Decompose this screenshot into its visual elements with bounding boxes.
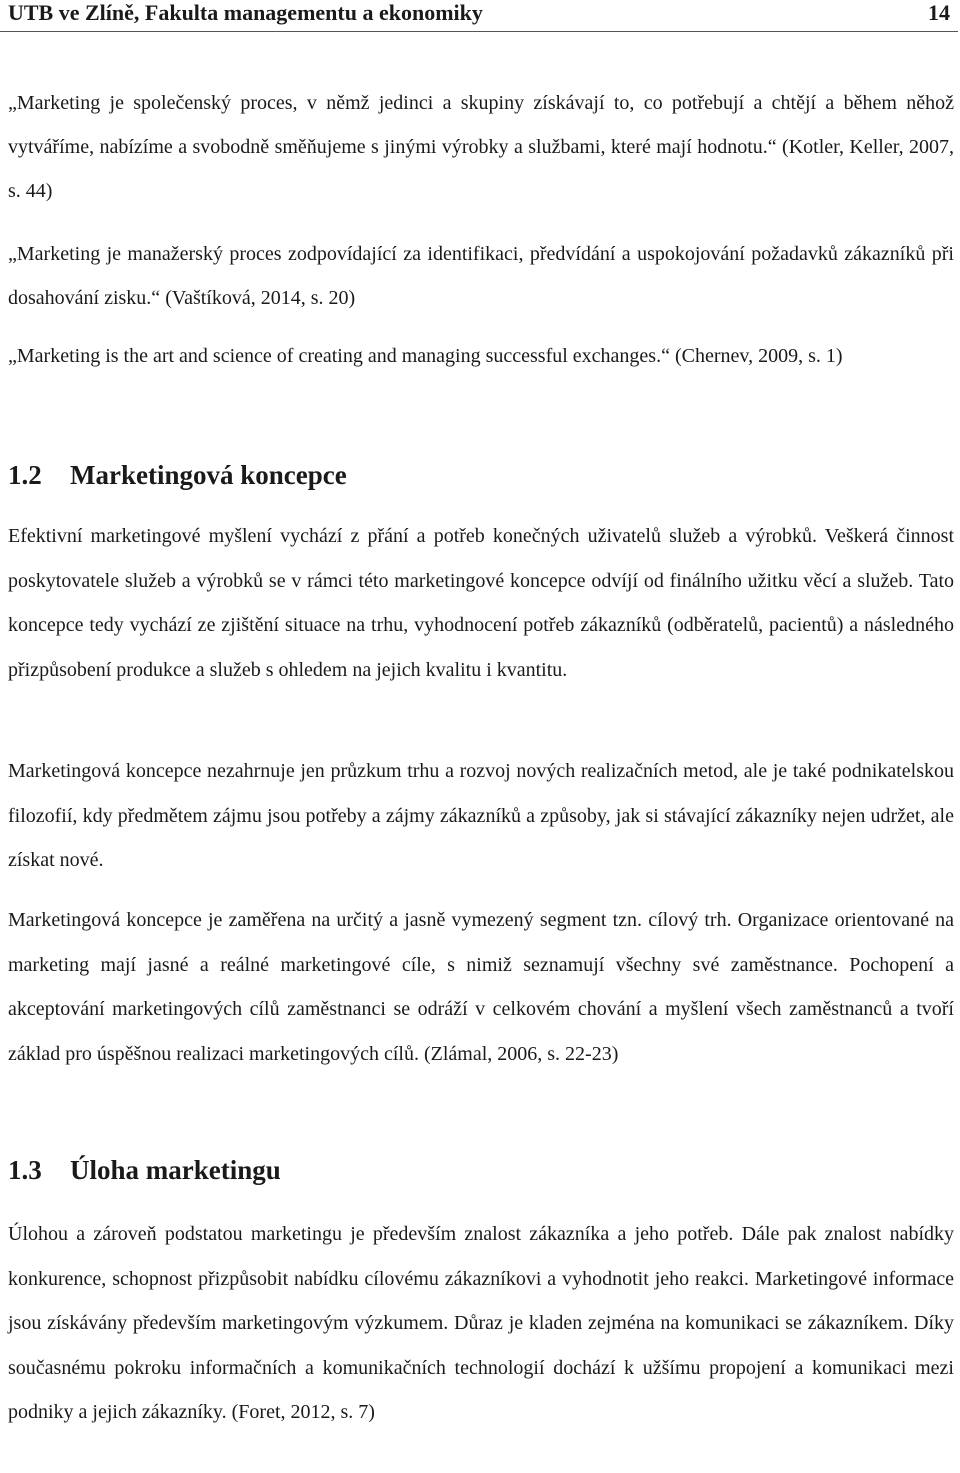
- header-divider: [0, 31, 958, 32]
- section-title: Úloha marketingu: [70, 1155, 281, 1185]
- section-heading-1-3: [8, 1153, 281, 1187]
- section-title: Marketingová koncepce: [70, 460, 347, 490]
- header-title: UTB ve Zlíně, Fakulta managementu a ekonomiky: [8, 0, 483, 25]
- section-number: 1.3: [8, 1155, 42, 1185]
- page-number: 14: [928, 0, 950, 25]
- paragraph-1-3-a: Úlohou a zároveň podstatou marketingu je především znalost zákazníka a jeho potřeb. Dále pak znalost nabídky konkurence, schopnost přizpůsobit nabídku cílovému zákazníkovi a vyhodnotit jeho reakci. Marketingové informace jsou získávány především marketingovým výzkumem. Důraz je kladen zejména na komunikaci se zákazníkem. Díky současnému pokroku informačních a komunikačních technologií dochází k užšímu propojení a komunikaci mezi podniky a jejich zákazníky. (Foret, 2012, s. 7): [8, 1223, 954, 1424]
- section-heading-1-2: [8, 458, 347, 492]
- section-number: 1.2: [8, 460, 42, 490]
- paragraph-1-2-b: Marketingová koncepce nezahrnuje jen průzkum trhu a rozvoj nových realizačních metod, ale je také podnikatelskou filozofií, kdy předmětem zájmu jsou potřeby a zájmy zákazníků a způsoby, jak si stávající zákazníky nejen udržet, ale získat nové.: [8, 760, 954, 872]
- running-header: [8, 0, 950, 30]
- quote-vastikova: „Marketing je manažerský proces zodpovídající za identifikaci, předvídání a uspokojování požadavků zákazníků při dosahování zisku.“ (Vaštíková, 2014, s. 20): [8, 243, 954, 309]
- quote-chernev: „Marketing is the art and science of creating and managing successful exchanges.“ (Chernev, 2009, s. 1): [8, 345, 843, 367]
- quote-kotler: „Marketing je společenský proces, v němž jedinci a skupiny získávají to, co potřebují a chtějí a během něhož vytváříme, nabízíme a svobodně směňujeme s jinými výrobky a službami, které mají hodnotu.“ (Kotler, Keller, 2007, s. 44): [8, 92, 954, 202]
- paragraph-1-2-c: Marketingová koncepce je zaměřena na určitý a jasně vymezený segment tzn. cílový trh. Organizace orientované na marketing mají jasné a reálné marketingové cíle, s nimiž seznamují všechny své zaměstnance. Pochopení a akceptování marketingových cílů zaměstnanci se odráží v celkovém chování a myšlení všech zaměstnanců a tvoří základ pro úspěšnou realizaci marketingových cílů. (Zlámal, 2006, s. 22-23): [8, 909, 954, 1065]
- paragraph-1-2-a: Efektivní marketingové myšlení vychází z přání a potřeb konečných uživatelů služeb a výrobků. Veškerá činnost poskytovatele služeb a výrobků se v rámci této marketingové koncepce odvíjí od finálního užitku věcí a služeb. Tato koncepce tedy vychází ze zjištění situace na trhu, vyhodnocení potřeb zákazníků (odběratelů, pacientů) a následného přizpůsobení produkce a služeb s ohledem na jejich kvalitu i kvantitu.: [8, 525, 954, 681]
